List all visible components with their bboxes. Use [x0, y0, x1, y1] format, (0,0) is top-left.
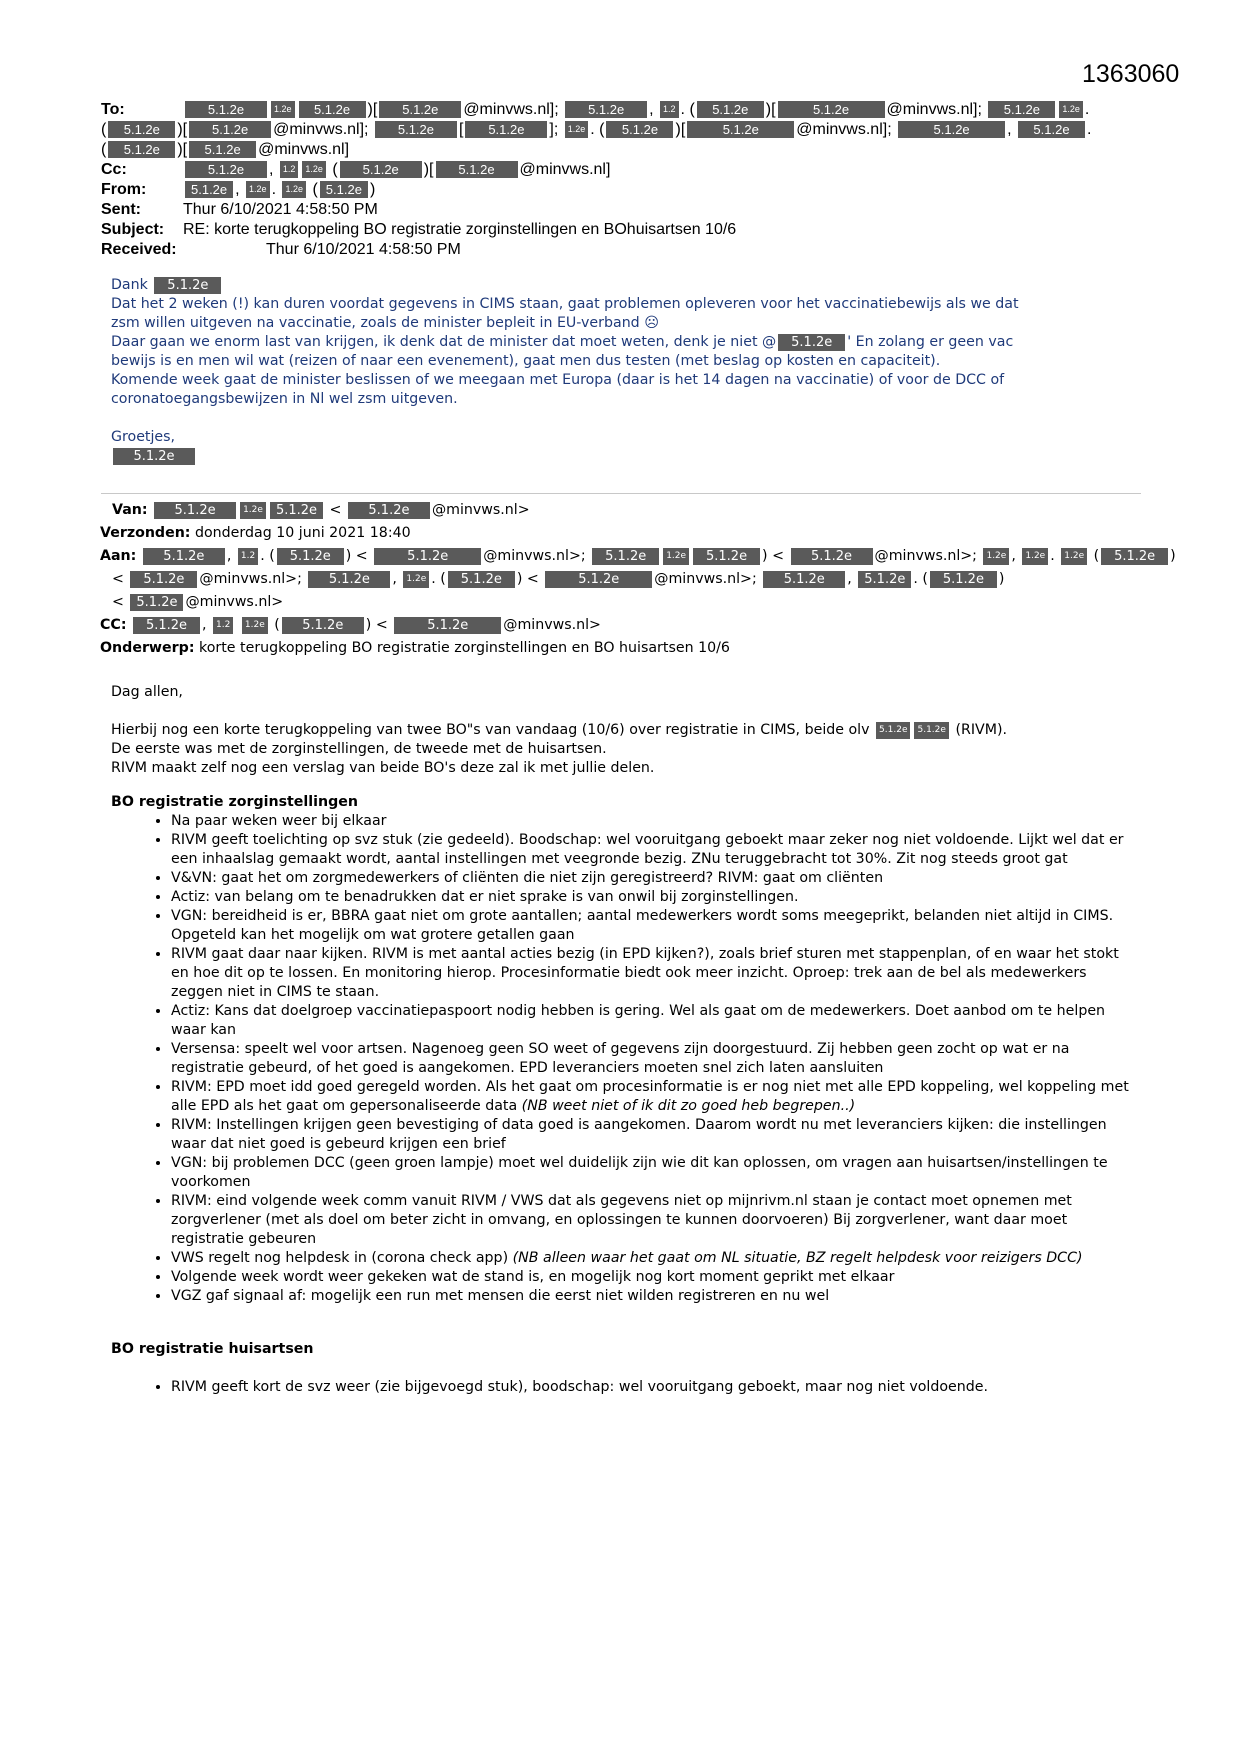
redaction: 5.1.2e: [133, 617, 200, 634]
section-list: [111, 1378, 1141, 1397]
redaction: 5.1.2e: [154, 502, 236, 519]
reply-signoff: Groetjes,: [111, 429, 176, 445]
redaction: 1.2e: [282, 181, 306, 198]
redaction: 5.1.2e: [394, 617, 501, 634]
list-item-text: Actiz: van belang om te benadrukken dat er niet sprake is van onwil bij zorginstellingen.: [171, 889, 799, 905]
van-row: Van: 5.1.2e 1.2e 5.1.2e < 5.1.2e @minvws.nl>: [112, 502, 530, 518]
onderwerp-row: [100, 637, 1160, 660]
redaction: 5.1.2e: [340, 161, 422, 178]
redaction: 5.1.2e: [876, 722, 910, 739]
redaction: 1.2: [660, 101, 679, 118]
redaction: 1.2e: [242, 617, 268, 634]
received-row: [101, 240, 1141, 260]
email-domain: @minvws.nl>;: [483, 548, 586, 564]
subject-label: Subject:: [101, 221, 165, 238]
redaction: 5.1.2e: [592, 548, 659, 565]
cc-label: Cc:: [101, 161, 127, 178]
list-item-text: RIVM gaat daar naar kijken. RIVM is met aantal acties bezig (in EPD kijken?), zoals brief sturen met stappenplan, of en waar het stokt en hoe dit op te lossen. En monitoring hierop. Procesinformatie biedt ook meer inzicht. Oproep: trek aan de bel als medewerkers zeggen niet in CIMS te staan.: [171, 946, 1119, 1000]
list-item-text: VGN: bereidheid is er, BBRA gaat niet om grote aantallen; aantal medewerkers wordt soms meegeprikt, belanden niet altijd in CIMS. Opgeteld kan het mogelijk om wat grotere getallen gaan: [171, 908, 1114, 943]
cc-row: Cc: 5.1.2e , 1.2 1.2e ( 5.1.2e )[ 5.1.2e @minvws.nl]: [101, 161, 611, 178]
redaction: 5.1.2e: [606, 121, 673, 138]
reply-line: bewijs is en men wil wat (reizen of naar een evenement), gaat men dus testen (met beslag op kosten en capaciteit).: [111, 353, 941, 369]
list-item: [171, 831, 1141, 869]
list-item: [171, 1078, 1141, 1116]
redaction: 1.2e: [246, 181, 270, 198]
list-item-text: V&VN: gaat het om zorgmedewerkers of cliënten die niet zijn geregistreerd? RIVM: gaat om cliënten: [171, 870, 884, 886]
email-domain: @minvws.nl>;: [199, 571, 302, 587]
intro-text: Hierbij nog een korte terugkoppeling van twee BO"s van vandaag (10/6) over registratie in CIMS, beide olv: [111, 722, 870, 738]
to-label: To:: [101, 101, 125, 118]
verzonden-value: donderdag 10 juni 2021 18:40: [195, 525, 411, 541]
list-item: [171, 907, 1141, 945]
redaction: 1.2e: [983, 548, 1009, 565]
dank-text: Dank: [111, 277, 148, 293]
redaction: 5.1.2e: [930, 571, 997, 588]
redaction: 1.2e: [240, 502, 266, 519]
onderwerp-label: Onderwerp:: [100, 640, 195, 656]
redaction: 5.1.2e: [1101, 548, 1168, 565]
redaction: 5.1.2e: [130, 594, 183, 611]
subject-row: [101, 220, 1141, 240]
redaction: 5.1.2e: [348, 502, 430, 519]
list-item-text: Na paar weken weer bij elkaar: [171, 813, 387, 829]
redaction: 5.1.2e: [108, 121, 175, 138]
redaction: 5.1.2e: [113, 448, 195, 465]
reply-message: [111, 276, 1141, 466]
redaction: 5.1.2e: [436, 161, 518, 178]
list-item-text: RIVM: eind volgende week comm vanuit RIVM / VWS dat als gegevens niet op mijnrivm.nl staan je contact moet opnemen met zorgverlener (met als doel om beter zicht in omvang, en oplossingen te kunnen doorvoeren) Bij zorgverlener, want daar moet registratie gebeuren: [171, 1193, 1072, 1247]
redaction: 5.1.2e: [763, 571, 845, 588]
list-item: [171, 1154, 1141, 1192]
van-label: Van:: [112, 502, 148, 518]
redaction: 1.2e: [565, 121, 589, 138]
aan-row: Aan: 5.1.2e , 1.2 . ( 5.1.2e ) < 5.1.2e @minvws.nl>; 5.1.2e 1.2e 5.1.2e ) < 5.1.2e @minvws.nl>; 1.2e , 1.2e . 1.2e ( 5.1.2e ): [100, 548, 1176, 564]
redaction: 5.1.2e: [448, 571, 515, 588]
list-item-text: VGN: bij problemen DCC (geen groen lampje) moet wel duidelijk zijn wie dit kan oplossen, om vragen aan huisartsen/instellingen te voorkomen: [171, 1155, 1108, 1190]
redaction: 5.1.2e: [375, 121, 457, 138]
body-greeting: Dag allen,: [111, 684, 183, 700]
reply-greeting: [111, 276, 1141, 295]
subject-value: RE: korte terugkoppeling BO registratie zorginstellingen en BOhuisartsen 10/6: [183, 221, 737, 238]
redaction: 5.1.2e: [277, 548, 344, 565]
document-id: 1363060: [1082, 60, 1180, 88]
list-item: [171, 1040, 1141, 1078]
redaction: 5.1.2e: [143, 548, 225, 565]
list-item-text: RIVM geeft kort de svz weer (zie bijgevoegd stuk), boodschap: wel vooruitgang geboekt, maar nog niet voldoende.: [171, 1379, 989, 1395]
redaction: 5.1.2e: [270, 502, 323, 519]
redaction: 1.2: [280, 161, 299, 178]
cc-quoted-label: CC:: [100, 617, 127, 633]
reply-line: [111, 333, 1141, 352]
email-domain: @minvws.nl>;: [654, 571, 757, 587]
redaction: 5.1.2e: [185, 101, 267, 118]
email-domain: @minvws.nl];: [886, 101, 982, 118]
list-item: [171, 1116, 1141, 1154]
email-domain: @minvws.nl>;: [874, 548, 977, 564]
redaction: 5.1.2e: [565, 101, 647, 118]
from-label: From:: [101, 181, 147, 198]
list-item-text: Versensa: speelt wel voor artsen. Nagenoeg geen SO weet of gegevens zijn doorgestuurd. Zij hebben geen zocht op wat er na registratie gebeurd, of het goed is aangekomen. EPD leveranciers moeten snel zich laten aansluiten: [171, 1041, 1070, 1076]
redaction: 5.1.2e: [130, 571, 197, 588]
body-intro-line: De eerste was met de zorginstellingen, de tweede met de huisartsen.: [111, 741, 607, 757]
intro-text: (RIVM).: [955, 722, 1008, 738]
redaction: 1.2e: [1059, 101, 1083, 118]
redaction: 1.2e: [1022, 548, 1048, 565]
section-title: BO registratie huisartsen: [111, 1341, 314, 1357]
redaction: 5.1.2e: [108, 141, 175, 158]
list-item: [171, 945, 1141, 1002]
sent-row: [101, 200, 1141, 220]
list-item: [171, 1192, 1141, 1249]
redaction: 5.1.2e: [154, 277, 221, 294]
list-item: [171, 1268, 1141, 1287]
list-item-note: (NB weet niet of ik dit zo goed heb begrepen..): [521, 1098, 856, 1114]
list-item-text: Actiz: Kans dat doelgroep vaccinatiepaspoort nodig hebben is gering. Wel als gaat om de medewerkers. Doet aanbod om te helpen waar kan: [171, 1003, 1106, 1038]
section-title: BO registratie zorginstellingen: [111, 794, 358, 810]
email-domain: @minvws.nl]: [258, 141, 350, 158]
email-domain: @minvws.nl>: [431, 502, 530, 518]
list-item: [171, 888, 1141, 907]
list-item-text: RIVM: EPD moet idd goed geregeld worden. Als het gaat om procesinformatie is er nog niet met alle EPD koppeling, wel koppeling met alle EPD als het gaat om gepersonaliseerde data: [171, 1079, 1129, 1114]
redaction: 1.2: [213, 617, 233, 634]
redaction: 5.1.2e: [778, 101, 885, 118]
list-item-text: RIVM geeft toelichting op svz stuk (zie gedeeld). Boodschap: wel vooruitgang geboekt maar zeker nog niet voldoende. Lijkt wel dat er een inhaalslag gemaakt wordt, aantal instellingen met veegronde bezig. ZNu teruggebracht tot 30%. Zit nog steeds groot gat: [171, 832, 1124, 867]
verzonden-row: [100, 522, 1160, 545]
list-item: [171, 1287, 1141, 1306]
sent-value: Thur 6/10/2021 4:58:50 PM: [183, 201, 378, 218]
body-intro-line: RIVM maakt zelf nog een verslag van beide BO's deze zal ik met jullie delen.: [111, 760, 655, 776]
redaction: 5.1.2e: [697, 101, 764, 118]
redaction: 5.1.2e: [185, 161, 267, 178]
aan-row-3: < 5.1.2e @minvws.nl>: [112, 594, 284, 610]
redaction: 5.1.2e: [858, 571, 911, 588]
to-row-3: ( 5.1.2e )[ 5.1.2e @minvws.nl]: [101, 141, 350, 158]
reply-signature: [111, 447, 1141, 466]
email-domain: @minvws.nl];: [273, 121, 369, 138]
body-intro-line: [111, 721, 1141, 740]
redaction: 5.1.2e: [308, 571, 390, 588]
reply-line: zsm willen uitgeven na vaccinatie, zoals de minister bepleit in EU-verband ☹: [111, 315, 659, 331]
redaction: 5.1.2e: [379, 101, 461, 118]
list-item: [171, 812, 1141, 831]
email-header: [101, 100, 1141, 260]
email-domain: @minvws.nl];: [463, 101, 559, 118]
redaction: 1.2e: [302, 161, 326, 178]
redaction: 1.2e: [403, 571, 429, 588]
redaction: 5.1.2e: [914, 722, 948, 739]
list-item: [171, 869, 1141, 888]
redaction: 5.1.2e: [898, 121, 1005, 138]
cc-quoted-row: CC: 5.1.2e , 1.2 1.2e ( 5.1.2e ) < 5.1.2e @minvws.nl>: [100, 617, 601, 633]
redaction: 1.2e: [271, 101, 295, 118]
redaction: 5.1.2e: [1018, 121, 1085, 138]
onderwerp-value: korte terugkoppeling BO registratie zorginstellingen en BO huisartsen 10/6: [199, 640, 730, 656]
redaction: 1.2: [238, 548, 258, 565]
list-item: [171, 1002, 1141, 1040]
received-value: Thur 6/10/2021 4:58:50 PM: [266, 241, 461, 258]
to-row-2: ( 5.1.2e )[ 5.1.2e @minvws.nl]; 5.1.2e [ 5.1.2e ]; 1.2e . ( 5.1.2e )[ 5.1.2e @minvws.nl]; 5.1.2e , 5.1.2e .: [101, 121, 1092, 138]
message-body: [111, 683, 1141, 1397]
list-item: [171, 1378, 1141, 1397]
redaction: 5.1.2e: [778, 334, 845, 351]
aan-row-2: < 5.1.2e @minvws.nl>; 5.1.2e , 1.2e . ( 5.1.2e ) < 5.1.2e @minvws.nl>; 5.1.2e , 5.1.2e . ( 5.1.2e ): [112, 571, 1005, 587]
reply-line: coronatoegangsbewijzen in Nl wel zsm uitgeven.: [111, 391, 458, 407]
reply-line: Komende week gaat de minister beslissen of we meegaan met Europa (daar is het 14 dagen na vaccinatie) of voor de DCC of: [111, 372, 1005, 388]
redaction: 5.1.2e: [465, 121, 547, 138]
redaction: 5.1.2e: [320, 181, 368, 198]
redaction: 5.1.2e: [687, 121, 794, 138]
redaction: 5.1.2e: [374, 548, 481, 565]
redaction: 5.1.2e: [185, 181, 233, 198]
redaction: 1.2e: [663, 548, 689, 565]
email-domain: @minvws.nl];: [796, 121, 892, 138]
verzonden-label: Verzonden:: [100, 525, 191, 541]
section-list: [111, 812, 1141, 1306]
redaction: 5.1.2e: [189, 141, 256, 158]
reply-text: Daar gaan we enorm last van krijgen, ik denk dat de minister dat moet weten, denk je niet @: [111, 334, 777, 350]
redaction: 5.1.2e: [693, 548, 760, 565]
list-item-note: (NB alleen waar het gaat om NL situatie, BZ regelt helpdesk voor reizigers DCC): [512, 1250, 1083, 1266]
list-item-text: VWS regelt nog helpdesk in (corona check app): [171, 1250, 513, 1266]
email-domain: @minvws.nl>: [503, 617, 601, 633]
list-item-text: Volgende week wordt weer gekeken wat de stand is, en mogelijk nog kort moment geprikt met elkaar: [171, 1269, 895, 1285]
reply-line: Dat het 2 weken (!) kan duren voordat gegevens in CIMS staan, gaat problemen opleveren voor het vaccinatiebewijs als we dat: [111, 296, 1019, 312]
redaction: 5.1.2e: [189, 121, 271, 138]
list-item: [171, 1249, 1141, 1268]
redaction: 5.1.2e: [282, 617, 364, 634]
redaction: 5.1.2e: [988, 101, 1055, 118]
email-domain: @minvws.nl]: [519, 161, 611, 178]
quoted-header: [100, 499, 1176, 660]
list-item-text: VGZ gaf signaal af: mogelijk een run met mensen die eerst niet wilden registreren en nu wel: [171, 1288, 830, 1304]
redaction: 1.2e: [1061, 548, 1087, 565]
redaction: 5.1.2e: [791, 548, 873, 565]
list-item-text: RIVM: Instellingen krijgen geen bevestiging of data goed is aangekomen. Daarom wordt nu met leveranciers kijken: die instellingen waar dat niet goed is gebeurd krijgen een brief: [171, 1117, 1107, 1152]
aan-label: Aan:: [100, 548, 137, 564]
separator-line: [101, 493, 1141, 494]
sent-label: Sent:: [101, 201, 141, 218]
email-domain: @minvws.nl>: [185, 594, 284, 610]
redaction: 5.1.2e: [545, 571, 652, 588]
from-row: From: 5.1.2e , 1.2e . 1.2e ( 5.1.2e ): [101, 181, 376, 198]
received-label: Received:: [101, 241, 177, 258]
redaction: 5.1.2e: [299, 101, 366, 118]
to-row: To: 5.1.2e 1.2e 5.1.2e )[ 5.1.2e @minvws.nl]; 5.1.2e , 1.2 . ( 5.1.2e )[ 5.1.2e @minvws.nl]; 5.1.2e 1.2e .: [101, 101, 1090, 118]
reply-text: ' En zolang er geen vac: [847, 334, 1014, 350]
